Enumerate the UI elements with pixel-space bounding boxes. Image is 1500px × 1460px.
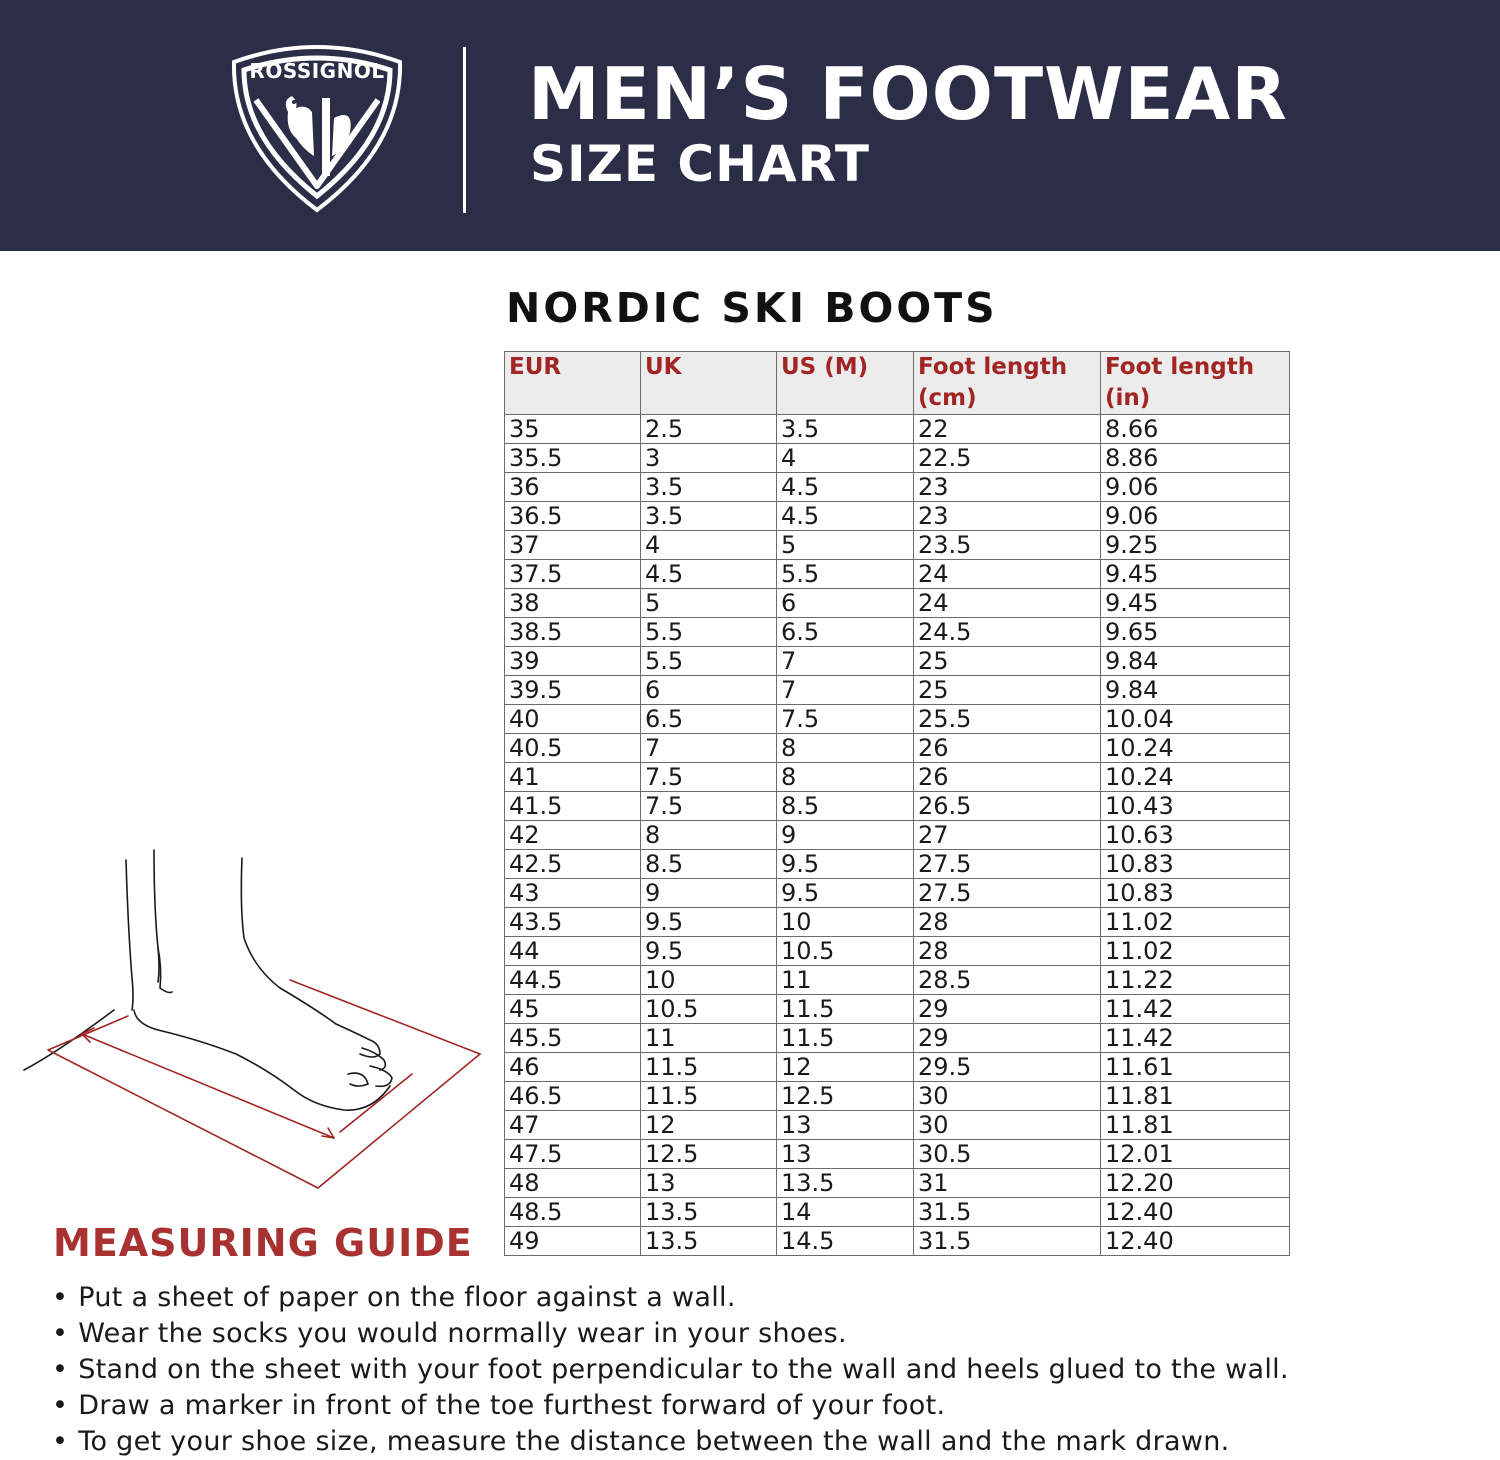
table-row (505, 444, 1290, 473)
cell-eur: 42.5 (505, 850, 641, 879)
cell-foot-in: 10.24 (1101, 763, 1290, 792)
cell-uk: 5.5 (641, 618, 777, 647)
cell-eur: 44 (505, 937, 641, 966)
cell-uk: 13 (641, 1169, 777, 1198)
cell-foot-in: 9.06 (1101, 473, 1290, 502)
cell-eur: 38.5 (505, 618, 641, 647)
cell-foot-in: 9.06 (1101, 502, 1290, 531)
cell-foot-cm: 30.5 (914, 1140, 1101, 1169)
guide-step: • Draw a marker in front of the toe furthest forward of your foot. (52, 1388, 1289, 1424)
cell-foot-cm: 22.5 (914, 444, 1101, 473)
table-row (505, 966, 1290, 995)
table-row (505, 995, 1290, 1024)
cell-uk: 11.5 (641, 1053, 777, 1082)
foot-measuring-illustration (18, 848, 488, 1198)
cell-foot-cm: 28 (914, 937, 1101, 966)
cell-foot-in: 12.40 (1101, 1227, 1290, 1256)
cell-foot-cm: 31.5 (914, 1198, 1101, 1227)
table-header-row (505, 352, 1290, 415)
cell-eur: 40.5 (505, 734, 641, 763)
cell-uk: 7.5 (641, 763, 777, 792)
guide-step: • Wear the socks you would normally wear in your shoes. (52, 1316, 1289, 1352)
cell-foot-cm: 27.5 (914, 879, 1101, 908)
cell-eur: 44.5 (505, 966, 641, 995)
cell-foot-in: 11.61 (1101, 1053, 1290, 1082)
cell-foot-cm: 29 (914, 1024, 1101, 1053)
cell-us: 9.5 (777, 879, 914, 908)
cell-us: 10.5 (777, 937, 914, 966)
cell-uk: 13.5 (641, 1227, 777, 1256)
page-subtitle: SIZE CHART (530, 135, 871, 193)
cell-us: 3.5 (777, 415, 914, 444)
cell-foot-in: 9.45 (1101, 560, 1290, 589)
cell-uk: 12 (641, 1111, 777, 1140)
cell-uk: 8 (641, 821, 777, 850)
cell-foot-cm: 30 (914, 1111, 1101, 1140)
cell-foot-in: 10.43 (1101, 792, 1290, 821)
cell-foot-cm: 23.5 (914, 531, 1101, 560)
cell-foot-cm: 31.5 (914, 1227, 1101, 1256)
cell-us: 8.5 (777, 792, 914, 821)
cell-foot-in: 10.83 (1101, 850, 1290, 879)
cell-eur: 40 (505, 705, 641, 734)
cell-us: 12 (777, 1053, 914, 1082)
cell-uk: 4 (641, 531, 777, 560)
table-row (505, 850, 1290, 879)
cell-foot-cm: 23 (914, 473, 1101, 502)
cell-us: 8 (777, 763, 914, 792)
cell-foot-cm: 31 (914, 1169, 1101, 1198)
column-header-foot-cm: Foot length (cm) (914, 352, 1101, 415)
cell-eur: 49 (505, 1227, 641, 1256)
table-row (505, 1169, 1290, 1198)
cell-foot-cm: 26 (914, 734, 1101, 763)
cell-us: 5 (777, 531, 914, 560)
table-row (505, 763, 1290, 792)
cell-uk: 9.5 (641, 908, 777, 937)
cell-eur: 48 (505, 1169, 641, 1198)
cell-foot-cm: 28 (914, 908, 1101, 937)
cell-us: 7 (777, 647, 914, 676)
cell-us: 11 (777, 966, 914, 995)
cell-eur: 38 (505, 589, 641, 618)
table-row (505, 937, 1290, 966)
toe-nail (348, 1073, 368, 1086)
cell-uk: 3.5 (641, 473, 777, 502)
table-row (505, 705, 1290, 734)
table-row (505, 1140, 1290, 1169)
cell-foot-cm: 27 (914, 821, 1101, 850)
table-row (505, 502, 1290, 531)
cell-foot-cm: 29.5 (914, 1053, 1101, 1082)
cell-foot-in: 12.40 (1101, 1198, 1290, 1227)
cell-foot-in: 11.02 (1101, 937, 1290, 966)
cell-us: 7.5 (777, 705, 914, 734)
cell-foot-in: 10.83 (1101, 879, 1290, 908)
logo-brand-text: ROSSIGNOL (249, 59, 385, 83)
table-row (505, 1082, 1290, 1111)
table-row (505, 1227, 1290, 1256)
cell-eur: 43.5 (505, 908, 641, 937)
cell-foot-cm: 23 (914, 502, 1101, 531)
cell-eur: 35 (505, 415, 641, 444)
cell-uk: 13.5 (641, 1198, 777, 1227)
cell-eur: 39 (505, 647, 641, 676)
cell-uk: 9 (641, 879, 777, 908)
table-row (505, 1024, 1290, 1053)
cell-uk: 9.5 (641, 937, 777, 966)
cell-foot-cm: 28.5 (914, 966, 1101, 995)
leg-front-line (241, 858, 336, 1024)
cell-uk: 11 (641, 1024, 777, 1053)
cell-foot-in: 12.01 (1101, 1140, 1290, 1169)
cell-foot-in: 9.84 (1101, 647, 1290, 676)
table-row (505, 415, 1290, 444)
cell-uk: 3.5 (641, 502, 777, 531)
table-row (505, 560, 1290, 589)
cell-uk: 12.5 (641, 1140, 777, 1169)
cell-eur: 46.5 (505, 1082, 641, 1111)
cell-us: 14.5 (777, 1227, 914, 1256)
cell-eur: 47.5 (505, 1140, 641, 1169)
leg-back-line (126, 860, 133, 1010)
cell-foot-in: 8.66 (1101, 415, 1290, 444)
cell-us: 12.5 (777, 1082, 914, 1111)
cell-foot-cm: 29 (914, 995, 1101, 1024)
table-row (505, 821, 1290, 850)
cell-us: 6 (777, 589, 914, 618)
cell-us: 4.5 (777, 502, 914, 531)
toe-3 (370, 1066, 392, 1086)
cell-eur: 36 (505, 473, 641, 502)
cell-eur: 35.5 (505, 444, 641, 473)
cell-eur: 41.5 (505, 792, 641, 821)
cell-eur: 36.5 (505, 502, 641, 531)
cell-foot-cm: 24 (914, 589, 1101, 618)
cell-uk: 6.5 (641, 705, 777, 734)
table-row (505, 618, 1290, 647)
cell-us: 11.5 (777, 995, 914, 1024)
cell-foot-cm: 22 (914, 415, 1101, 444)
cell-foot-in: 9.84 (1101, 676, 1290, 705)
cell-foot-cm: 25.5 (914, 705, 1101, 734)
cell-uk: 6 (641, 676, 777, 705)
leg-inner-line (154, 850, 159, 982)
cell-us: 13 (777, 1140, 914, 1169)
guide-step: • To get your shoe size, measure the distance between the wall and the mark drawn. (52, 1424, 1289, 1460)
chart-title: NORDIC SKI BOOTS (506, 284, 998, 332)
cell-eur: 45.5 (505, 1024, 641, 1053)
cell-uk: 10 (641, 966, 777, 995)
ankle-line (158, 948, 172, 993)
cell-foot-cm: 26 (914, 763, 1101, 792)
table-row (505, 647, 1290, 676)
size-table (504, 351, 1290, 1256)
cell-foot-in: 11.42 (1101, 1024, 1290, 1053)
column-header-us: US (M) (777, 352, 914, 415)
cell-foot-in: 10.04 (1101, 705, 1290, 734)
cell-us: 8 (777, 734, 914, 763)
cell-us: 4.5 (777, 473, 914, 502)
table-row (505, 589, 1290, 618)
cell-foot-cm: 24.5 (914, 618, 1101, 647)
cell-eur: 37 (505, 531, 641, 560)
cell-foot-in: 8.86 (1101, 444, 1290, 473)
rossignol-rooster-logo (226, 38, 408, 216)
cell-foot-cm: 24 (914, 560, 1101, 589)
cell-foot-in: 10.24 (1101, 734, 1290, 763)
table-row (505, 1198, 1290, 1227)
cell-uk: 4.5 (641, 560, 777, 589)
cell-foot-in: 12.20 (1101, 1169, 1290, 1198)
cell-eur: 43 (505, 879, 641, 908)
cell-uk: 5 (641, 589, 777, 618)
table-row (505, 908, 1290, 937)
cell-us: 6.5 (777, 618, 914, 647)
guide-step: • Put a sheet of paper on the floor against a wall. (52, 1280, 1289, 1316)
cell-foot-cm: 27.5 (914, 850, 1101, 879)
column-header-uk: UK (641, 352, 777, 415)
table-row (505, 531, 1290, 560)
cell-eur: 46 (505, 1053, 641, 1082)
cell-foot-in: 10.63 (1101, 821, 1290, 850)
cell-us: 7 (777, 676, 914, 705)
cell-us: 14 (777, 1198, 914, 1227)
table-row (505, 1053, 1290, 1082)
cell-uk: 8.5 (641, 850, 777, 879)
cell-us: 13 (777, 1111, 914, 1140)
measuring-guide-title: MEASURING GUIDE (53, 1221, 473, 1265)
cell-eur: 47 (505, 1111, 641, 1140)
cell-eur: 42 (505, 821, 641, 850)
cell-foot-in: 11.02 (1101, 908, 1290, 937)
cell-foot-in: 11.42 (1101, 995, 1290, 1024)
cell-us: 4 (777, 444, 914, 473)
cell-uk: 7 (641, 734, 777, 763)
cell-foot-cm: 25 (914, 647, 1101, 676)
length-arrow-head-left (82, 1028, 94, 1042)
cell-eur: 37.5 (505, 560, 641, 589)
cell-foot-cm: 25 (914, 676, 1101, 705)
cell-foot-in: 9.25 (1101, 531, 1290, 560)
table-row (505, 792, 1290, 821)
measuring-guide-steps (52, 1280, 1289, 1460)
table-row (505, 734, 1290, 763)
cell-us: 11.5 (777, 1024, 914, 1053)
cell-us: 9 (777, 821, 914, 850)
cell-us: 13.5 (777, 1169, 914, 1198)
table-row (505, 676, 1290, 705)
cell-us: 9.5 (777, 850, 914, 879)
toe-mark-line (340, 1074, 412, 1132)
cell-us: 10 (777, 908, 914, 937)
cell-uk: 11.5 (641, 1082, 777, 1111)
cell-eur: 45 (505, 995, 641, 1024)
cell-uk: 2.5 (641, 415, 777, 444)
table-body (505, 415, 1290, 1256)
cell-uk: 7.5 (641, 792, 777, 821)
table-row (505, 1111, 1290, 1140)
column-header-eur: EUR (505, 352, 641, 415)
cell-us: 5.5 (777, 560, 914, 589)
guide-step: • Stand on the sheet with your foot perpendicular to the wall and heels glued to the wall. (52, 1352, 1289, 1388)
cell-foot-in: 11.22 (1101, 966, 1290, 995)
cell-eur: 41 (505, 763, 641, 792)
header-banner (0, 0, 1500, 251)
cell-foot-in: 9.45 (1101, 589, 1290, 618)
cell-foot-cm: 30 (914, 1082, 1101, 1111)
cell-foot-in: 11.81 (1101, 1111, 1290, 1140)
page-title: MEN’S FOOTWEAR (528, 52, 1288, 136)
table-row (505, 879, 1290, 908)
header-divider (463, 47, 466, 213)
cell-uk: 3 (641, 444, 777, 473)
heel-sole-line (134, 1010, 390, 1110)
cell-eur: 39.5 (505, 676, 641, 705)
cell-uk: 10.5 (641, 995, 777, 1024)
cell-foot-in: 9.65 (1101, 618, 1290, 647)
cell-uk: 5.5 (641, 647, 777, 676)
cell-eur: 48.5 (505, 1198, 641, 1227)
table-row (505, 473, 1290, 502)
cell-foot-in: 11.81 (1101, 1082, 1290, 1111)
cell-foot-cm: 26.5 (914, 792, 1101, 821)
column-header-foot-in: Foot length (in) (1101, 352, 1290, 415)
